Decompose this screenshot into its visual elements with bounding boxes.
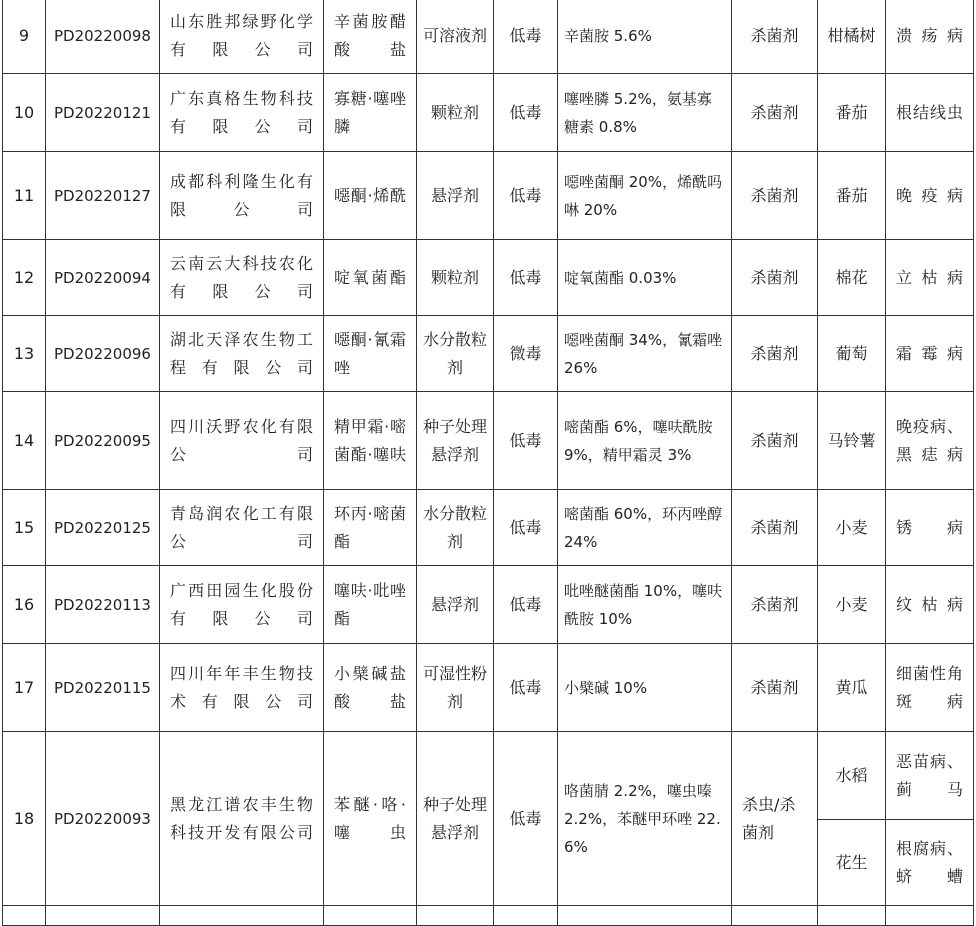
cell-company: 云南云大科技农化有限公司: [160, 240, 324, 316]
cell-company: 广东真格生物科技有限公司: [160, 74, 324, 152]
cell-company: 四川年年丰生物技术有限公司: [160, 644, 324, 732]
table-row: [3, 732, 974, 820]
cell-registration-number: PD20220113: [46, 566, 160, 644]
cell-product-name: 小檗碱盐酸盐: [324, 644, 417, 732]
cell-category: 杀菌剂: [732, 392, 818, 490]
cell-no: 12: [3, 240, 46, 316]
cell-crop: 小麦: [818, 490, 886, 566]
cell-no: 9: [3, 0, 46, 74]
cell-product-name: 精甲霜·嘧菌酯·噻呋: [324, 392, 417, 490]
cell-toxicity: 低毒: [494, 152, 558, 240]
cell-formulation: 可湿性粉剂: [417, 644, 494, 732]
table-row: [3, 74, 974, 152]
cell-toxicity: 低毒: [494, 490, 558, 566]
cell-no: 16: [3, 566, 46, 644]
cell-target: 晚疫病: [886, 152, 974, 240]
cell-no: 11: [3, 152, 46, 240]
cell-registration-number: PD20220127: [46, 152, 160, 240]
table-body: [3, 0, 974, 926]
table-row: [3, 644, 974, 732]
cell-registration-number: PD20220094: [46, 240, 160, 316]
table-row: [3, 316, 974, 392]
cell-target: 溃疡病: [886, 0, 974, 74]
cell-ingredient: 噁唑菌酮 20%，烯酰吗啉 20%: [558, 152, 732, 240]
cell-ingredient: 嘧菌酯 6%，噻呋酰胺 9%，精甲霜灵 3%: [558, 392, 732, 490]
cell-crop: 番茄: [818, 74, 886, 152]
cell-formulation: 可溶液剂: [417, 0, 494, 74]
cell-toxicity: 低毒: [494, 392, 558, 490]
cell-company: 成都科利隆生化有限公司: [160, 152, 324, 240]
cell-formulation: 颗粒剂: [417, 240, 494, 316]
cell-crop: 花生: [818, 820, 886, 906]
cell-category: 杀菌剂: [732, 644, 818, 732]
cell-company: 黑龙江谱农丰生物科技开发有限公司: [160, 732, 324, 906]
cell-target: 纹枯病: [886, 566, 974, 644]
cell-no: 10: [3, 74, 46, 152]
cell-registration-number: PD20220121: [46, 74, 160, 152]
cell-company: 山东胜邦绿野化学有限公司: [160, 0, 324, 74]
table-row-partial: [3, 906, 974, 926]
cell-ingredient: 辛菌胺 5.6%: [558, 0, 732, 74]
pesticide-registration-table: [2, 0, 974, 926]
cell-toxicity: 微毒: [494, 316, 558, 392]
cell-no: 15: [3, 490, 46, 566]
cell-category: 杀菌剂: [732, 0, 818, 74]
cell-crop: 葡萄: [818, 316, 886, 392]
cell-formulation: 颗粒剂: [417, 74, 494, 152]
cell-formulation: 悬浮剂: [417, 566, 494, 644]
cell-no: 18: [3, 732, 46, 906]
cell-company: 四川沃野农化有限公司: [160, 392, 324, 490]
cell-product-name: 噻呋·吡唑酯: [324, 566, 417, 644]
cell-registration-number: PD20220096: [46, 316, 160, 392]
cell-category: 杀菌剂: [732, 566, 818, 644]
cell-company: 青岛润农化工有限公司: [160, 490, 324, 566]
cell-toxicity: 低毒: [494, 732, 558, 906]
cell-crop: 小麦: [818, 566, 886, 644]
cell-no: 14: [3, 392, 46, 490]
cell-category: 杀虫/杀菌剂: [732, 732, 818, 906]
cell-registration-number: PD20220095: [46, 392, 160, 490]
cell-toxicity: 低毒: [494, 74, 558, 152]
cell-registration-number: PD20220093: [46, 732, 160, 906]
cell-product-name: 噁酮·氰霜唑: [324, 316, 417, 392]
cell-product-name: 寡糖·噻唑膦: [324, 74, 417, 152]
cell-ingredient: 吡唑醚菌酯 10%，噻呋酰胺 10%: [558, 566, 732, 644]
cell-crop: 黄瓜: [818, 644, 886, 732]
cell-crop: 番茄: [818, 152, 886, 240]
table-row: [3, 0, 974, 74]
table-row: [3, 392, 974, 490]
cell-toxicity: 低毒: [494, 644, 558, 732]
cell-target: 霜霉病: [886, 316, 974, 392]
cell-crop: 棉花: [818, 240, 886, 316]
cell-company: 广西田园生化股份有限公司: [160, 566, 324, 644]
cell-target: 细菌性角斑病: [886, 644, 974, 732]
cell-ingredient: 嘧菌酯 60%，环丙唑醇 24%: [558, 490, 732, 566]
cell-category: 杀菌剂: [732, 240, 818, 316]
cell-crop: 柑橘树: [818, 0, 886, 74]
cell-target: 恶苗病、蓟马: [886, 732, 974, 820]
cell-registration-number: PD20220098: [46, 0, 160, 74]
cell-category: 杀菌剂: [732, 74, 818, 152]
cell-ingredient: 噁唑菌酮 34%，氰霜唑 26%: [558, 316, 732, 392]
cell-formulation: 种子处理悬浮剂: [417, 392, 494, 490]
cell-category: 杀菌剂: [732, 490, 818, 566]
cell-ingredient: 小檗碱 10%: [558, 644, 732, 732]
cell-category: 杀菌剂: [732, 316, 818, 392]
cell-formulation: 水分散粒剂: [417, 490, 494, 566]
table-row: [3, 240, 974, 316]
cell-product-name: 环丙·嘧菌酯: [324, 490, 417, 566]
cell-formulation: 悬浮剂: [417, 152, 494, 240]
cell-company: 湖北天泽农生物工程有限公司: [160, 316, 324, 392]
cell-formulation: 水分散粒剂: [417, 316, 494, 392]
cell-ingredient: 咯菌腈 2.2%，噻虫嗪 2.2%，苯醚甲环唑 22.6%: [558, 732, 732, 906]
cell-crop: 马铃薯: [818, 392, 886, 490]
cell-product-name: 辛菌胺醋酸盐: [324, 0, 417, 74]
cell-formulation: 种子处理悬浮剂: [417, 732, 494, 906]
cell-target: 锈病: [886, 490, 974, 566]
cell-target: 根结线虫: [886, 74, 974, 152]
cell-toxicity: 低毒: [494, 0, 558, 74]
cell-ingredient: 啶氧菌酯 0.03%: [558, 240, 732, 316]
cell-crop: 水稻: [818, 732, 886, 820]
cell-category: 杀菌剂: [732, 152, 818, 240]
cell-no: 13: [3, 316, 46, 392]
cell-product-name: 啶氧菌酯: [324, 240, 417, 316]
cell-product-name: 噁酮·烯酰: [324, 152, 417, 240]
cell-registration-number: PD20220125: [46, 490, 160, 566]
cell-target: 立枯病: [886, 240, 974, 316]
cell-target: 根腐病、蛴螬: [886, 820, 974, 906]
cell-registration-number: PD20220115: [46, 644, 160, 732]
cell-ingredient: 噻唑膦 5.2%，氨基寡糖素 0.8%: [558, 74, 732, 152]
cell-toxicity: 低毒: [494, 240, 558, 316]
table-row: [3, 566, 974, 644]
cell-toxicity: 低毒: [494, 566, 558, 644]
cell-no: 17: [3, 644, 46, 732]
table-row: [3, 490, 974, 566]
cell-product-name: 苯醚·咯·噻虫: [324, 732, 417, 906]
cell-target: 晚疫病、黑痣病: [886, 392, 974, 490]
table-row: [3, 152, 974, 240]
